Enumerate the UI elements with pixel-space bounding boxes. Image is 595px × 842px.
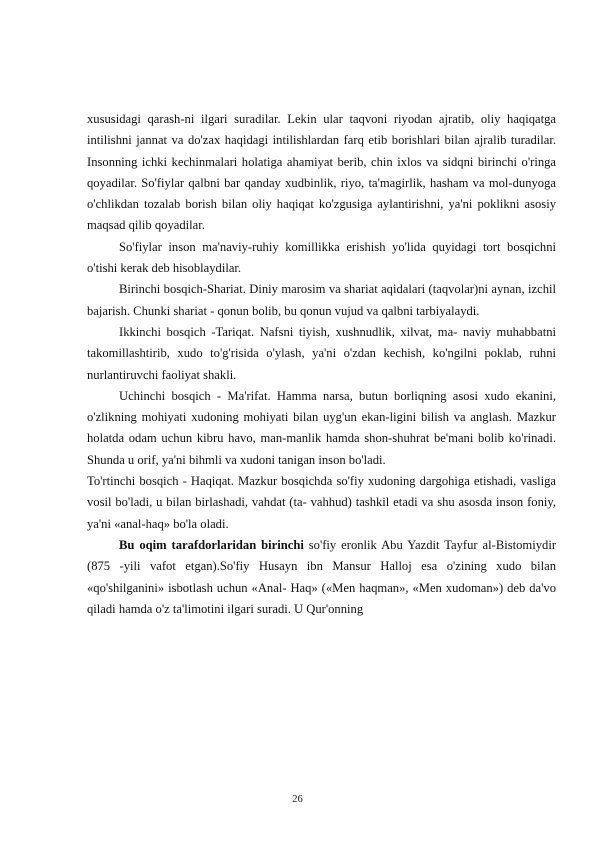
paragraph-3: Birinchi bosqich-Shariat. Diniy marosim va shariat aqidalari (taqvolar)ni aynan, izchil bajarish. Chunki shariat - qonun bolib, bu qonun vujud va qalbni tarbiyalaydi. — [87, 282, 556, 318]
paragraph-6: To'rtinchi bosqich - Haqiqat. Mazkur bosqichda so'fiy xudoning dargohiga etishadi, vasliga vosil bo'ladi, u bilan birlashadi, vahdat (ta- vahhud) tashkil etadi va shu asosda inson foniy, ya'ni «anal-haq» bo'la oladi. — [87, 474, 556, 531]
paragraph-7 — [87, 535, 556, 620]
paragraph-4: Ikkinchi bosqich -Tariqat. Nafsni tiyish, xushnudlik, xilvat, ma- naviy muhabbatni takomillashtirib, xudo to'g'risida o'ylash, ya'ni o'zdan kechish, ko'ngilni poklab, ruhni nurlantiruvchi faoliyat shakli. — [87, 324, 556, 382]
page-number: 26 — [292, 794, 303, 805]
paragraph-1: xususidagi qarash-ni ilgari suradilar. Lekin ular taqvoni riyodan ajratib, oliy haqiqatga intilishni jannat va do'zax haqidagi intilishlardan farq etib borishlari bilan ajralib turadilar. Insonning ichki kechinmalari holatiga ahamiyat berib, chin ixlos va sidqni birinchi o'ringa qoyadilar. So'fiylar qalbni bar qanday xudbinlik, riyo, ta'magirlik, hasham va mol-dunyoga o'chlikdan tozalab borish bilan oliy haqiqat ko'zgusiga aylantirishni, ya'ni poklikni asosiy maqsad qilib qoyadilar. — [87, 112, 556, 233]
paragraph-7-rest: so'fiy eronlik Abu Yazdit Tayfur al-Bistomiydir (875 -yili vafot etgan).So'fiy Husayn ibn Mansur Halloj esa o'zining xudo bilan «qo'shilganini» isbotlash uchun «Anal- Haq» («Men haqman», «Men xudoman») deb da'vo qiladi hamda o'z ta'limotini ilgari suradi. U Qur'onning — [87, 537, 557, 616]
paragraph-5: Uchinchi bosqich - Ma'rifat. Hamma narsa, butun borliqning asosi xudo ekanini, o'zlikning mohiyati xudoning mohiyati bilan uyg'un ekan-ligini bilish va anglash. Mazkur holatda odam uchun kibru havo, man-manlik hamda shon-shuhrat be'mani bolib ko'rinadi. Shunda u orif, ya'ni bihmli va xudoni tanigan inson bo'ladi. — [87, 388, 556, 467]
bold-lead-text: Bu oqim tarafdorlaridan birinchi — [119, 537, 304, 552]
paragraph-2: So'fiylar inson ma'naviy-ruhiy komillikka erishish yo'lida quyidagi tort bosqichni o'tishi kerak deb hisoblaydilar. — [87, 239, 556, 276]
body-text — [87, 109, 556, 620]
